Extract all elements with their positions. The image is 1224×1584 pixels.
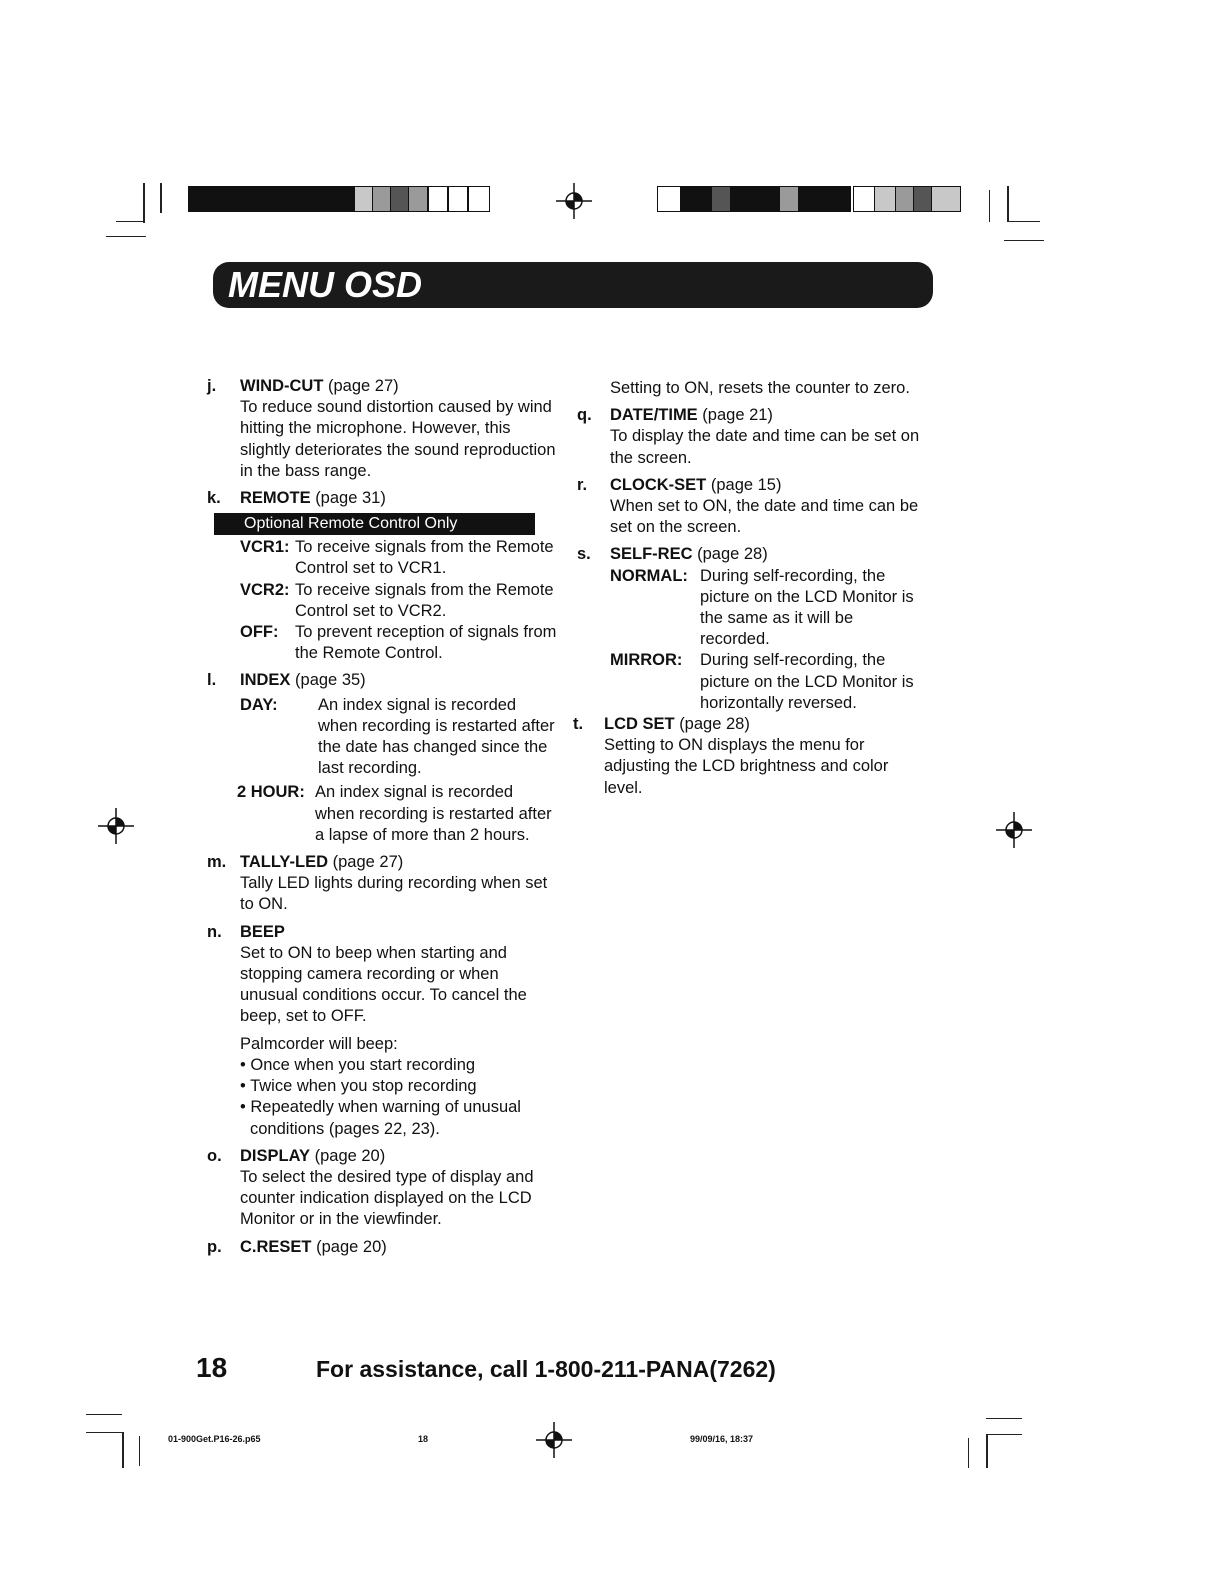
option-text: During self-recording, the picture on the LCD Monitor is the same as it will be recorded.	[700, 566, 914, 649]
crop-mark-tr-h	[1008, 221, 1040, 222]
item-letter: k.	[207, 489, 221, 508]
item-description: Setting to ON displays the menu for adjusting the LCD brightness and color level.	[604, 736, 889, 797]
crop-mark-br-h2	[986, 1434, 1022, 1435]
color-swatch	[913, 186, 933, 212]
option-key: VCR1:	[240, 538, 290, 557]
option-key: DAY:	[240, 695, 278, 714]
item-page-ref: (page 20)	[314, 1146, 386, 1165]
option-key: 2 HOUR:	[237, 783, 305, 802]
crop-mark-tl-v2	[160, 183, 162, 213]
option-text: An index signal is recorded when recording is restarted after the date has changed since the last recording.	[318, 695, 555, 778]
menu-item-remote	[207, 488, 557, 664]
left-column	[207, 376, 557, 1258]
color-swatch	[895, 186, 915, 212]
crop-mark-tl-v	[143, 183, 145, 223]
crop-mark-bl-v	[122, 1432, 124, 1468]
item-description: To reduce sound distortion caused by wind hitting the microphone. However, this slightly deteriorates the sound reproduction in the bass range.	[240, 398, 556, 480]
crop-mark-bl-v2	[139, 1436, 140, 1466]
color-bar-left	[188, 186, 354, 212]
option-text: To receive signals from the Remote Control set to VCR2.	[295, 580, 554, 620]
option-row	[240, 537, 557, 579]
option-row	[610, 650, 927, 714]
item-name: DISPLAY	[240, 1146, 310, 1165]
menu-item-index	[207, 670, 557, 846]
menu-item-display	[207, 1146, 557, 1231]
item-name: LCD SET	[604, 715, 675, 734]
crop-mark-br-v2	[968, 1438, 969, 1468]
color-swatch	[711, 186, 731, 212]
print-timestamp: 99/09/16, 18:37	[690, 1434, 754, 1444]
item-name: REMOTE	[240, 489, 311, 508]
optional-remote-banner: Optional Remote Control Only	[214, 513, 535, 535]
crop-mark-tl-h	[116, 221, 144, 222]
option-text: An index signal is recorded when recording is restarted after a lapse of more than 2 hours.	[315, 783, 552, 844]
color-swatch	[390, 186, 410, 212]
color-swatch	[428, 186, 448, 212]
menu-item-self-rec	[577, 544, 927, 714]
color-swatch	[354, 186, 374, 212]
c-reset-continuation: Setting to ON, resets the counter to zero.	[610, 379, 910, 397]
option-text: During self-recording, the picture on the LCD Monitor is horizontally reversed.	[700, 651, 914, 712]
menu-item-date-time	[577, 405, 927, 469]
item-name: BEEP	[240, 922, 285, 941]
option-row	[240, 580, 557, 622]
color-swatch	[372, 186, 392, 212]
registration-crosshair-icon	[556, 183, 592, 219]
item-letter: j.	[207, 377, 217, 395]
item-page-ref: (page 27)	[332, 853, 404, 872]
registration-crosshair-icon	[536, 1422, 572, 1458]
color-swatch	[408, 186, 428, 212]
item-letter: r.	[577, 475, 588, 494]
registration-crosshair-icon	[98, 808, 134, 844]
assistance-line: For assistance, call 1-800-211-PANA(7262)	[316, 1356, 776, 1382]
option-row	[237, 782, 557, 846]
option-text: To prevent reception of signals from the Remote Control.	[295, 623, 557, 663]
item-description: To display the date and time can be set on the screen.	[610, 427, 920, 467]
item-name: WIND-CUT	[240, 377, 324, 395]
color-swatch	[931, 186, 961, 212]
item-description: When set to ON, the date and time can be set on the screen.	[610, 497, 919, 537]
option-row	[610, 566, 927, 651]
page-number: 18	[196, 1352, 228, 1383]
menu-item-wind-cut	[207, 376, 557, 482]
page-title: MENU OSD	[228, 264, 423, 305]
color-swatch	[853, 186, 875, 212]
item-name: CLOCK-SET	[610, 475, 707, 494]
print-page-number: 18	[418, 1434, 429, 1444]
item-name: INDEX	[240, 671, 291, 690]
crop-mark-tr-v	[989, 190, 990, 222]
item-letter: m.	[207, 853, 227, 872]
item-letter: l.	[207, 671, 217, 690]
color-swatch	[468, 186, 490, 212]
item-description: To select the desired type of display and counter indication displayed on the LCD Monitor or in the viewfinder.	[240, 1167, 534, 1229]
crop-mark-bl-h	[86, 1414, 122, 1415]
crop-mark-br-h	[986, 1418, 1022, 1419]
color-bar-right	[681, 186, 851, 212]
item-page-ref: (page 31)	[315, 489, 386, 508]
item-page-ref: (page 35)	[295, 671, 366, 690]
option-key: NORMAL:	[610, 566, 688, 585]
item-page-ref: (page 20)	[316, 1237, 387, 1256]
menu-item-beep	[207, 922, 557, 1140]
crop-mark-br-v	[986, 1434, 988, 1468]
bullet-item: • Twice when you stop recording	[240, 1077, 477, 1096]
item-page-ref: (page 28)	[679, 715, 750, 734]
option-row	[240, 695, 557, 780]
color-swatch	[874, 186, 896, 212]
crop-mark-bl-h2	[86, 1432, 124, 1433]
option-key: MIRROR:	[610, 651, 683, 670]
option-text: To receive signals from the Remote Control set to VCR1.	[295, 538, 554, 578]
item-description: Tally LED lights during recording when set to ON.	[240, 874, 548, 914]
item-page-ref: (page 28)	[697, 545, 768, 564]
item-name: C.RESET	[240, 1237, 312, 1256]
print-file-name: 01-900Get.P16-26.p65	[168, 1434, 261, 1444]
right-column	[573, 378, 927, 799]
item-letter: q.	[577, 406, 592, 425]
menu-item-lcd-set	[573, 714, 927, 799]
item-page-ref: (page 27)	[328, 377, 399, 395]
beep-note: Palmcorder will beep:	[240, 1034, 398, 1053]
option-row	[240, 622, 557, 664]
color-swatch	[779, 186, 799, 212]
item-name: SELF-REC	[610, 545, 693, 564]
color-swatch	[657, 186, 681, 212]
item-description: Set to ON to beep when starting and stopping camera recording or when unusual conditions occur. To cancel the beep, set to OFF.	[240, 943, 527, 1026]
crop-mark-tl-h2	[106, 236, 146, 237]
registration-crosshair-icon	[996, 812, 1032, 848]
item-page-ref: (page 21)	[702, 406, 773, 425]
item-letter: s.	[577, 545, 591, 564]
bullet-item: • Once when you start recording	[240, 1055, 476, 1074]
option-key: OFF:	[240, 623, 279, 642]
crop-mark-tr-v2	[1007, 186, 1009, 222]
item-letter: p.	[207, 1237, 222, 1256]
item-name: TALLY-LED	[240, 853, 329, 872]
menu-item-tally-led	[207, 852, 557, 916]
bullet-item: • Repeatedly when warning of unusual conditions (pages 22, 23).	[240, 1098, 521, 1138]
crop-mark-tr-h2	[1004, 240, 1044, 241]
item-letter: n.	[207, 922, 222, 941]
item-name: DATE/TIME	[610, 406, 698, 425]
menu-item-c-reset	[207, 1237, 557, 1258]
item-letter: o.	[207, 1146, 222, 1165]
item-letter: t.	[573, 715, 584, 734]
color-swatch	[448, 186, 468, 212]
menu-item-clock-set	[577, 475, 927, 539]
option-key: VCR2:	[240, 580, 290, 599]
item-page-ref: (page 15)	[710, 475, 782, 494]
